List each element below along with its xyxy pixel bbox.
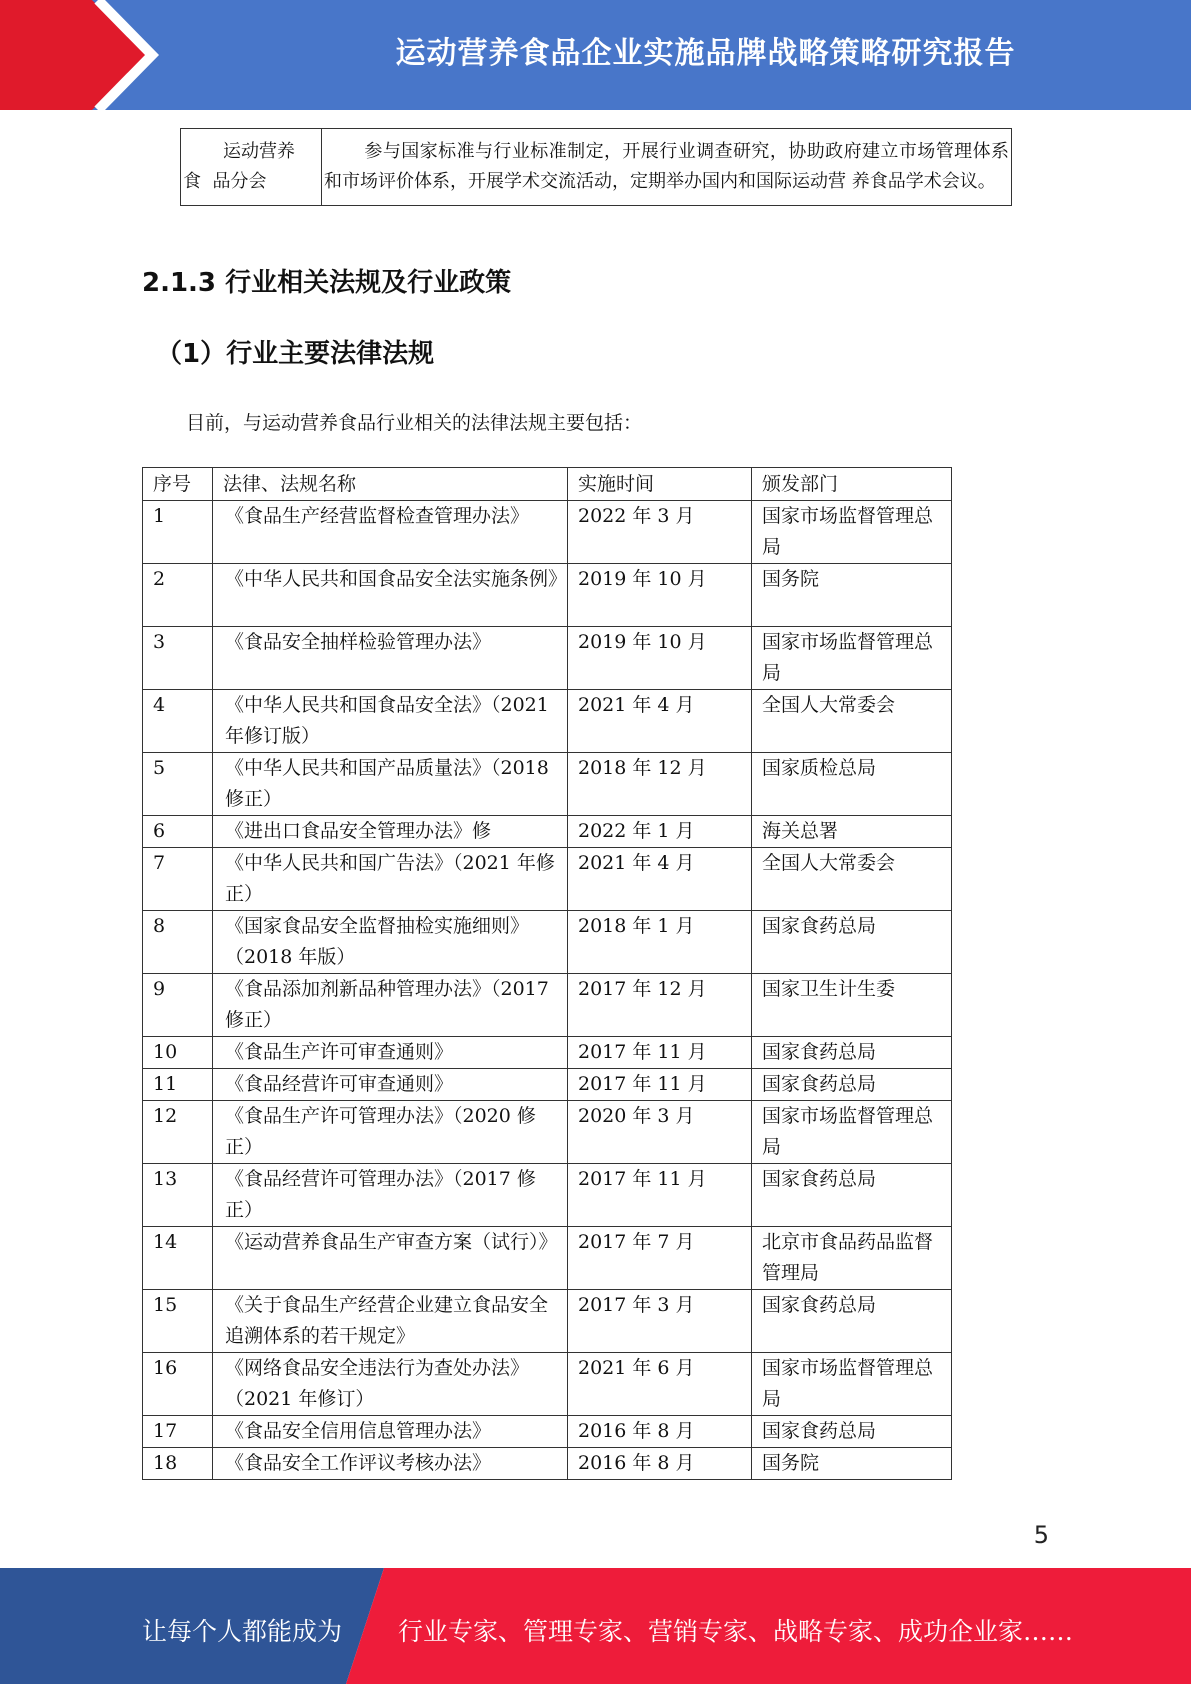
issuing-department: 国家食药总局 (752, 1037, 952, 1069)
table-header-row (143, 468, 952, 501)
issuing-department: 国家食药总局 (752, 1416, 952, 1448)
effective-date: 2018 年 12 月 (568, 753, 752, 816)
header-red-arrow (0, 0, 148, 110)
association-row (181, 129, 1012, 206)
row-number: 10 (143, 1037, 213, 1069)
table-row (143, 1448, 952, 1480)
effective-date: 2017 年 11 月 (568, 1037, 752, 1069)
effective-date: 2018 年 1 月 (568, 911, 752, 974)
table-row (143, 974, 952, 1037)
section-intro-paragraph: 目前，与运动营养食品行业相关的法律法规主要包括： (186, 412, 643, 434)
law-name: 《关于食品生产经营企业建立食品安全追溯体系的若干规定》 (213, 1290, 568, 1353)
row-number: 4 (143, 690, 213, 753)
footer-slogan-left: 让每个人都能成为 (142, 1617, 343, 1646)
law-name: 《运动营养食品生产审查方案（试行）》 (213, 1227, 568, 1290)
column-header-department: 颁发部门 (752, 468, 952, 501)
association-name-line1: 运动营养 (223, 141, 295, 162)
law-name: 《中华人民共和国食品安全法实施条例》 (213, 564, 568, 627)
row-number: 5 (143, 753, 213, 816)
table-row (143, 564, 952, 627)
row-number: 15 (143, 1290, 213, 1353)
effective-date: 2017 年 3 月 (568, 1290, 752, 1353)
row-number: 11 (143, 1069, 213, 1101)
law-name: 《食品安全抽样检验管理办法》 (213, 627, 568, 690)
effective-date: 2016 年 8 月 (568, 1416, 752, 1448)
issuing-department: 北京市食品药品监督管理局 (752, 1227, 952, 1290)
law-name: 《中华人民共和国广告法》（2021 年修正） (213, 848, 568, 911)
issuing-department: 国家市场监督管理总局 (752, 627, 952, 690)
table-row (143, 753, 952, 816)
footer-slogan-right: 行业专家、管理专家、营销专家、战略专家、成功企业家…… (398, 1617, 1074, 1646)
law-name: 《进出口食品安全管理办法》修 (213, 816, 568, 848)
effective-date: 2017 年 7 月 (568, 1227, 752, 1290)
effective-date: 2019 年 10 月 (568, 627, 752, 690)
law-name: 《食品安全工作评议考核办法》 (213, 1448, 568, 1480)
section-subheading: （1）行业主要法律法规 (156, 339, 435, 369)
table-row (143, 501, 952, 564)
effective-date: 2017 年 11 月 (568, 1164, 752, 1227)
law-name: 《食品经营许可审查通则》 (213, 1069, 568, 1101)
row-number: 3 (143, 627, 213, 690)
table-row (143, 816, 952, 848)
row-number: 8 (143, 911, 213, 974)
effective-date: 2022 年 3 月 (568, 501, 752, 564)
law-name: 《食品添加剂新品种管理办法》（2017 修正） (213, 974, 568, 1037)
issuing-department: 国家市场监督管理总局 (752, 1353, 952, 1416)
issuing-department: 国家质检总局 (752, 753, 952, 816)
column-header-date: 实施时间 (568, 468, 752, 501)
page-footer (0, 1568, 1191, 1684)
law-name: 《中华人民共和国食品安全法》（2021 年修订版） (213, 690, 568, 753)
law-name: 《食品经营许可管理办法》（2017 修正） (213, 1164, 568, 1227)
issuing-department: 全国人大常委会 (752, 848, 952, 911)
association-description: 参与国家标准与行业标准制定，开展行业调查研究，协助政府建立市场管理体系和市场评价体系，开展学术交流活动，定期举办国内和国际运动营 养食品学术会议。 (324, 141, 1009, 192)
table-row (143, 848, 952, 911)
row-number: 17 (143, 1416, 213, 1448)
issuing-department: 国家市场监督管理总局 (752, 501, 952, 564)
issuing-department: 国家食药总局 (752, 1164, 952, 1227)
page-header (0, 0, 1191, 110)
association-name-line2: 食 品分会 (183, 171, 267, 192)
law-name: 《食品生产许可审查通则》 (213, 1037, 568, 1069)
row-number: 16 (143, 1353, 213, 1416)
association-name-cell (181, 129, 322, 206)
table-row (143, 1101, 952, 1164)
effective-date: 2017 年 12 月 (568, 974, 752, 1037)
law-name: 《中华人民共和国产品质量法》（2018 修正） (213, 753, 568, 816)
issuing-department: 国家食药总局 (752, 911, 952, 974)
row-number: 12 (143, 1101, 213, 1164)
issuing-department: 国家食药总局 (752, 1069, 952, 1101)
table-row (143, 911, 952, 974)
effective-date: 2020 年 3 月 (568, 1101, 752, 1164)
table-row (143, 1164, 952, 1227)
issuing-department: 国务院 (752, 1448, 952, 1480)
table-row (143, 1227, 952, 1290)
law-name: 《食品生产许可管理办法》（2020 修正） (213, 1101, 568, 1164)
issuing-department: 国务院 (752, 564, 952, 627)
laws-table (142, 467, 952, 1480)
table-row (143, 690, 952, 753)
law-name: 《食品生产经营监督检查管理办法》 (213, 501, 568, 564)
row-number: 9 (143, 974, 213, 1037)
effective-date: 2021 年 6 月 (568, 1353, 752, 1416)
association-table (180, 128, 1012, 206)
page-number: 5 (1033, 1521, 1049, 1549)
column-header-name: 法律、法规名称 (213, 468, 568, 501)
issuing-department: 全国人大常委会 (752, 690, 952, 753)
effective-date: 2022 年 1 月 (568, 816, 752, 848)
law-name: 《网络食品安全违法行为查处办法》 （2021 年修订） (213, 1353, 568, 1416)
table-row (143, 627, 952, 690)
issuing-department: 国家市场监督管理总局 (752, 1101, 952, 1164)
row-number: 6 (143, 816, 213, 848)
table-row (143, 1353, 952, 1416)
row-number: 14 (143, 1227, 213, 1290)
table-row (143, 1290, 952, 1353)
effective-date: 2021 年 4 月 (568, 690, 752, 753)
issuing-department: 国家食药总局 (752, 1290, 952, 1353)
table-row (143, 1416, 952, 1448)
row-number: 7 (143, 848, 213, 911)
law-name: 《国家食品安全监督抽检实施细则》 （2018 年版） (213, 911, 568, 974)
row-number: 13 (143, 1164, 213, 1227)
row-number: 2 (143, 564, 213, 627)
table-row (143, 1037, 952, 1069)
issuing-department: 海关总署 (752, 816, 952, 848)
association-description-cell (322, 129, 1012, 206)
row-number: 1 (143, 501, 213, 564)
effective-date: 2019 年 10 月 (568, 564, 752, 627)
row-number: 18 (143, 1448, 213, 1480)
section-heading: 2.1.3 行业相关法规及行业政策 (142, 268, 512, 298)
header-title: 运动营养食品企业实施品牌战略策略研究报告 (395, 36, 1016, 71)
column-header-number: 序号 (143, 468, 213, 501)
effective-date: 2017 年 11 月 (568, 1069, 752, 1101)
law-name: 《食品安全信用信息管理办法》 (213, 1416, 568, 1448)
table-row (143, 1069, 952, 1101)
effective-date: 2021 年 4 月 (568, 848, 752, 911)
issuing-department: 国家卫生计生委 (752, 974, 952, 1037)
effective-date: 2016 年 8 月 (568, 1448, 752, 1480)
